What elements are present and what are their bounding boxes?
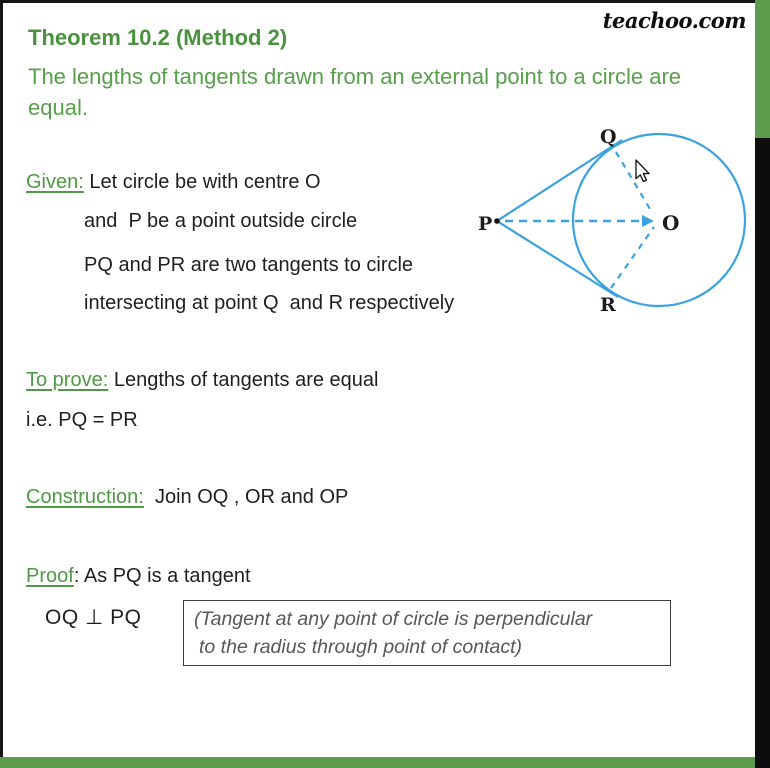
top-border bbox=[0, 0, 756, 3]
page-title: Theorem 10.2 (Method 2) bbox=[28, 25, 288, 50]
reason-line-2: to the radius through point of contact) bbox=[199, 636, 523, 658]
mouse-cursor-icon bbox=[636, 160, 649, 181]
given-label: Given: bbox=[26, 171, 84, 193]
or-dashed-line bbox=[611, 227, 654, 288]
circle-outline bbox=[573, 134, 745, 306]
reason-line-1: (Tangent at any point of circle is perpendicular bbox=[194, 608, 593, 630]
proof-label: Proof bbox=[26, 565, 74, 587]
construction-line bbox=[26, 485, 348, 509]
theorem-statement: The lengths of tangents drawn from an external point to a circle are equal. bbox=[28, 64, 682, 120]
to-prove-label: To prove: bbox=[26, 369, 109, 391]
point-p-dot bbox=[494, 218, 500, 224]
label-r: R bbox=[600, 294, 616, 316]
construction-text: Join OQ , OR and OP bbox=[143, 486, 349, 508]
teachoo-logo: teachoo.com bbox=[602, 8, 746, 33]
label-o: O bbox=[662, 211, 680, 235]
oq-dashed-line bbox=[616, 152, 653, 214]
tangent-pq-line bbox=[497, 140, 622, 221]
label-p: P bbox=[478, 213, 493, 235]
tangent-circle-diagram bbox=[450, 105, 760, 325]
construction-label: Construction: bbox=[26, 486, 144, 508]
given-line-1 bbox=[26, 170, 321, 194]
proof-text: : As PQ is a tangent bbox=[73, 565, 251, 587]
tangent-pr-line bbox=[497, 221, 618, 297]
given-line-4: intersecting at point Q and R respectively bbox=[84, 292, 455, 314]
po-arrowhead bbox=[642, 215, 654, 227]
perpendicular-statement: OQ ⊥ PQ bbox=[45, 606, 142, 629]
to-prove-text: Lengths of tangents are equal bbox=[108, 369, 379, 391]
given-line-2: and P be a point outside circle bbox=[84, 210, 358, 232]
label-q: Q bbox=[600, 126, 617, 148]
proof-line bbox=[26, 564, 251, 588]
ie-line: i.e. PQ = PR bbox=[26, 409, 138, 431]
reason-box bbox=[183, 600, 671, 666]
given-line-3: PQ and PR are two tangents to circle bbox=[84, 254, 414, 276]
to-prove-line bbox=[26, 368, 378, 392]
given-text-1: Let circle be with centre O bbox=[83, 171, 321, 193]
left-border bbox=[0, 0, 3, 768]
bottom-green-bar bbox=[0, 757, 755, 768]
